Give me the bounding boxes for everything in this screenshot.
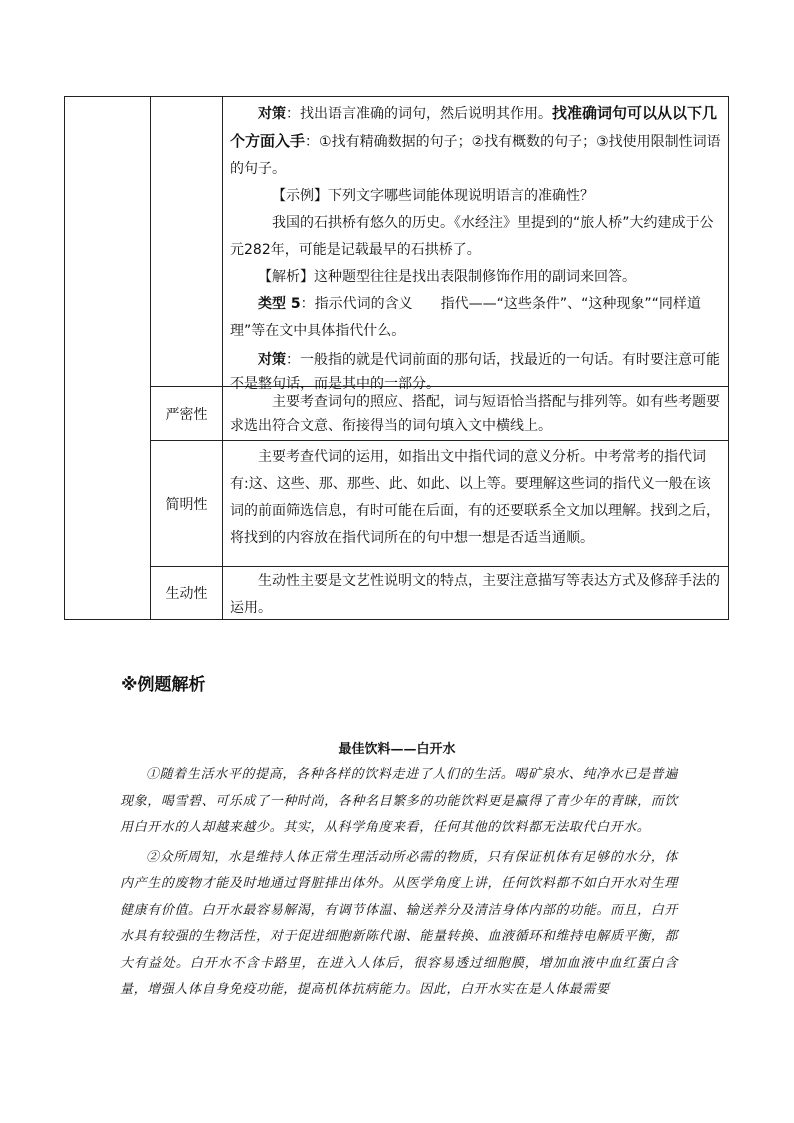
type5-paragraph: 类型 5：指示代词的含义 指代——“这些条件”、“这种现象”“同样道理”等在文中具体指代什么。 (230, 296, 701, 339)
table-border-left (64, 96, 65, 620)
strategy-label: 对策 (258, 106, 286, 122)
section-heading: ※例题解析 (121, 675, 206, 695)
row2-label: 严密性 (165, 406, 208, 423)
row4-label: 生动性 (165, 586, 208, 602)
article-body (120, 762, 678, 1004)
table-border-top (64, 96, 729, 97)
article-title: 最佳饮料——白开水 (338, 742, 456, 757)
row4-content: 生动性主要是文艺性说明文的特点，主要注意描写等表达方式及修辞手法的运用。 (230, 573, 720, 616)
row-divider-3 (150, 566, 729, 567)
example-paragraph: 【示例】下列文字哪些词能体现说明语言的准确性？ (272, 188, 594, 204)
analysis-paragraph: 【解析】这种题型往往是找出表限制修饰作用的副词来回答。 (258, 269, 636, 285)
strategy-bold: 找准确词句可以从以下几个方面入手 (230, 104, 718, 150)
table-border-right (728, 96, 729, 620)
article-paragraph-1: ①随着生活水平的提高，各种各样的饮料走进了人们的生活。喝矿泉水、纯净水已是普遍现象，喝雪碧、可乐成了一种时尚，各种名目繁多的功能饮料更是赢得了青少年的青睐，而饮用白开水的人却越来越少。其实，从科学角度来看，任何其他的饮料都无法取代白开水。 (120, 767, 678, 835)
strategy2-paragraph: 对策：一般指的就是代词前面的那句话，找最近的一句话。有时要注意可能不是整句话，而是其中的一部分。 (230, 352, 720, 392)
strategy-paragraph: 对策：找出语言准确的词句，然后说明其作用。找准确词句可以从以下几个方面入手：①找有精确数据的句子；②找有概数的句子；③找使用限制性词语的句子。 (230, 104, 721, 177)
row3-label: 简明性 (165, 496, 208, 513)
content-table (64, 96, 729, 620)
table-divider-2 (222, 96, 223, 620)
row3-content: 主要考查代词的运用，如指出文中指代词的意义分析。中考常考的指代词有:这、这些、那、那些、此、如此、以上等。要理解这些词的指代义一般在该词的前面筛选信息，有时可能在后面，有的还要联系全文加以理解。找到之后，将找到的内容放在指代词所在的句中想一想是否适当通顺。 (230, 449, 720, 546)
row-divider-2 (150, 440, 729, 441)
row2-content: 主要考查词句的照应、搭配，词与短语恰当搭配与排列等。如有些考题要求选出符合文意、衔接得当的词句填入文中横线上。 (230, 394, 720, 434)
example-text: 我国的石拱桥有悠久的历史。《水经注》里提到的“旅人桥”大约建成于公元282年，可能是记载最早的石拱桥了。 (230, 215, 714, 258)
article-paragraph-2: ②众所周知，水是维持人体正常生理活动所必需的物质，只有保证机体有足够的水分，体内产生的废物才能及时地通过肾脏排出体外。从医学角度上讲，任何饮料都不如白开水对生理健康有价值。白开水最容易解渴，有调节体温、输送养分及清洁身体内部的功能。而且，白开水具有较强的生物活性，对于促进细胞新陈代谢、能量转换、血液循环和维持电解质平衡，都大有益处。白开水不含卡路里，在进入人体后，很容易透过细胞膜，增加血液中血红蛋白含量，增强人体自身免疫功能，提高机体抗病能力。因此，白开水实在是人体最需要 (120, 849, 678, 997)
row1-content (230, 100, 724, 396)
